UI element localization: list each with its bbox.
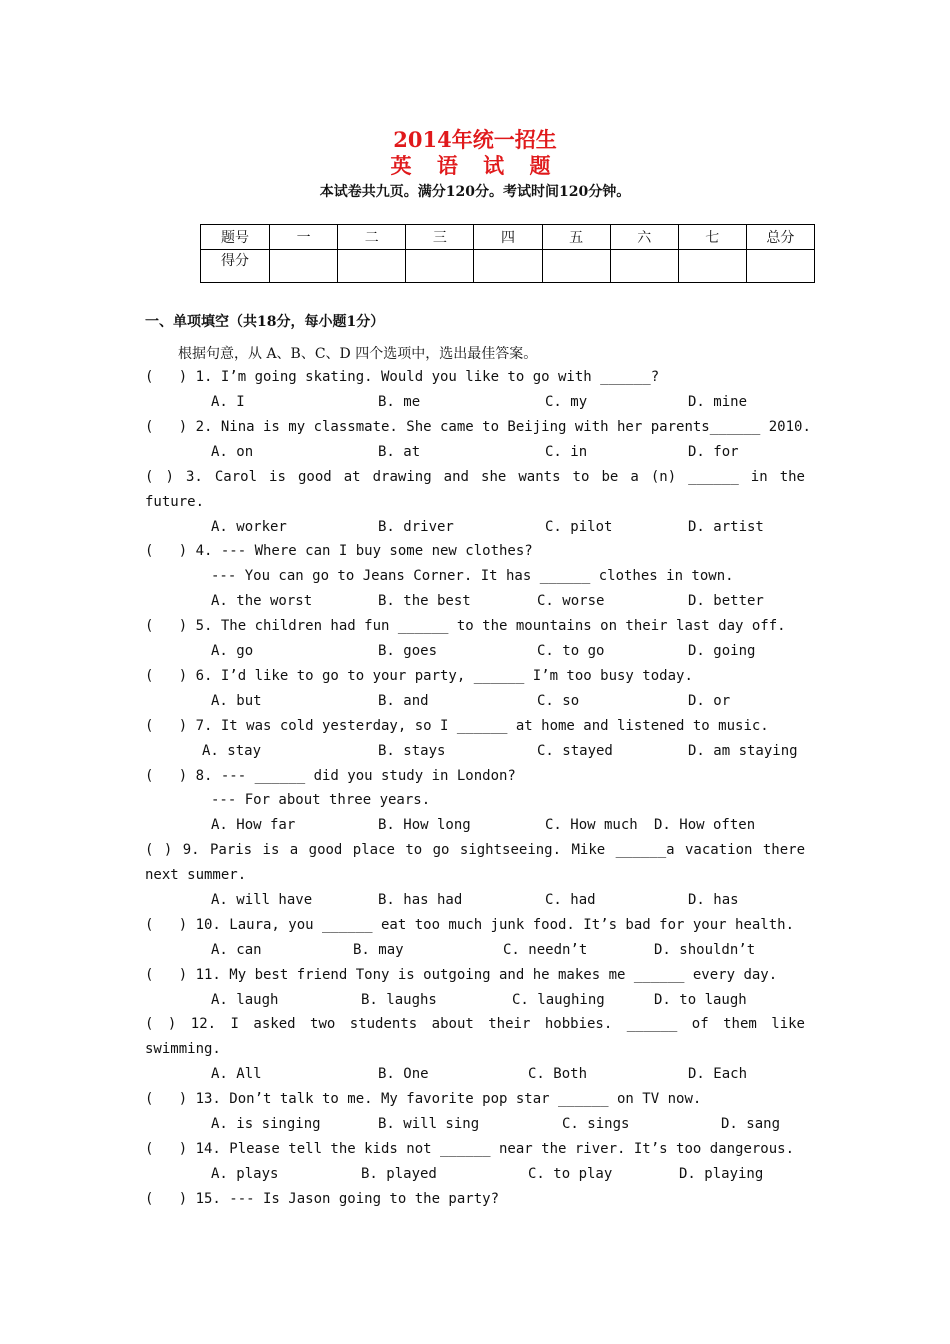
option-c: C. to go (537, 643, 605, 659)
option-a: A. All (211, 1066, 262, 1082)
question-9: ( ) 9. Paris is a good place to go sightseeing. Mike ______a vacation there (145, 842, 805, 858)
option-d: D. has (688, 892, 739, 908)
option-c: C. sings (562, 1116, 630, 1132)
option-a: A. laugh (211, 992, 279, 1008)
section-heading: 一、单项填空（共18分，每小题1分） (145, 314, 385, 330)
option-d: D. How often (654, 817, 756, 833)
option-d: D. or (688, 693, 731, 709)
header-cell: 七 (678, 225, 746, 250)
option-a: A. I (211, 394, 245, 410)
option-c: C. in (545, 444, 588, 460)
option-a: A. can (211, 942, 262, 958)
option-c: C. so (537, 693, 580, 709)
score-cell (406, 250, 474, 283)
option-b: B. at (378, 444, 421, 460)
option-c: C. to play (528, 1166, 613, 1182)
question-1: ( ) 1. I’m going skating. Would you like to go with ______? (145, 369, 660, 385)
option-c: C. Both (528, 1066, 588, 1082)
option-d: D. mine (688, 394, 748, 410)
option-d: D. playing (679, 1166, 764, 1182)
option-b: B. How long (378, 817, 471, 833)
question-3-continued: future. (145, 494, 205, 510)
header-cell: 题号 (201, 225, 270, 250)
header-cell: 一 (270, 225, 338, 250)
header-cell: 总分 (746, 225, 814, 250)
option-d: D. artist (688, 519, 764, 535)
question-5: ( ) 5. The children had fun ______ to the mountains on their last day off. (145, 618, 786, 634)
question-8-continued: --- For about three years. (211, 792, 431, 808)
option-d: D. Each (688, 1066, 748, 1082)
option-c: C. How much (545, 817, 638, 833)
option-c: C. needn’t (503, 942, 588, 958)
question-2: ( ) 2. Nina is my classmate. She came to Beijing with her parents______ 2010. (145, 419, 811, 435)
option-a: A. the worst (211, 593, 313, 609)
question-10: ( ) 10. Laura, you ______ eat too much junk food. It’s bad for your health. (145, 917, 795, 933)
option-a: A. but (211, 693, 262, 709)
header-cell: 二 (338, 225, 406, 250)
option-a: A. go (211, 643, 254, 659)
question-12-continued: swimming. (145, 1041, 221, 1057)
exam-year-title: 2014年统一招生 (393, 127, 557, 152)
question-4: ( ) 4. --- Where can I buy some new clothes? (145, 543, 533, 559)
score-cell (746, 250, 814, 283)
option-b: B. stays (378, 743, 446, 759)
question-4-continued: --- You can go to Jeans Corner. It has ______ clothes in town. (211, 568, 734, 584)
option-c: C. worse (537, 593, 605, 609)
option-b: B. has had (378, 892, 463, 908)
option-b: B. laughs (361, 992, 437, 1008)
header-cell: 三 (406, 225, 474, 250)
score-cell (610, 250, 678, 283)
score-cell (474, 250, 542, 283)
option-d: D. going (688, 643, 756, 659)
score-table-row (201, 250, 815, 283)
option-c: C. my (545, 394, 588, 410)
option-a: A. plays (211, 1166, 279, 1182)
option-d: D. sang (721, 1116, 781, 1132)
question-12: ( ) 12. I asked two students about their hobbies. ______ of them like (145, 1016, 805, 1032)
option-b: B. the best (378, 593, 471, 609)
question-3: ( ) 3. Carol is good at drawing and she wants to be a (n) ______ in the (145, 469, 805, 485)
question-7: ( ) 7. It was cold yesterday, so I ______ at home and listened to music. (145, 718, 769, 734)
question-6: ( ) 6. I’d like to go to your party, ______ I’m too busy today. (145, 668, 693, 684)
option-a: A. is singing (211, 1116, 321, 1132)
option-d: D. better (688, 593, 764, 609)
option-b: B. played (361, 1166, 437, 1182)
exam-subject-title: 英 语 试 题 (390, 153, 560, 178)
row-label: 得分 (201, 250, 270, 283)
question-9-continued: next summer. (145, 867, 247, 883)
option-c: C. stayed (537, 743, 613, 759)
option-b: B. and (378, 693, 429, 709)
option-b: B. me (378, 394, 421, 410)
question-11: ( ) 11. My best friend Tony is outgoing and he makes me ______ every day. (145, 967, 778, 983)
score-cell (338, 250, 406, 283)
option-b: B. One (378, 1066, 429, 1082)
option-a: A. How far (211, 817, 296, 833)
question-14: ( ) 14. Please tell the kids not ______ near the river. It’s too dangerous. (145, 1141, 795, 1157)
exam-note: 本试卷共九页。满分120分。考试时间120分钟。 (319, 184, 631, 200)
option-a: A. will have (211, 892, 313, 908)
option-d: D. for (688, 444, 739, 460)
question-15: ( ) 15. --- Is Jason going to the party? (145, 1191, 500, 1207)
option-a: A. worker (211, 519, 287, 535)
option-b: B. driver (378, 519, 454, 535)
option-b: B. will sing (378, 1116, 480, 1132)
option-c: C. had (545, 892, 596, 908)
option-c: C. laughing (512, 992, 605, 1008)
score-table-header-row (201, 225, 815, 250)
option-a: A. on (211, 444, 254, 460)
option-b: B. may (353, 942, 404, 958)
option-c: C. pilot (545, 519, 613, 535)
option-d: D. shouldn’t (654, 942, 756, 958)
option-d: D. am staying (688, 743, 798, 759)
question-8: ( ) 8. --- ______ did you study in London? (145, 768, 516, 784)
score-cell (678, 250, 746, 283)
header-cell: 六 (610, 225, 678, 250)
section-instruction: 根据句意，从 A、B、C、D 四个选项中，选出最佳答案。 (178, 346, 538, 362)
option-a: A. stay (202, 743, 262, 759)
header-cell: 五 (542, 225, 610, 250)
score-cell (542, 250, 610, 283)
option-b: B. goes (378, 643, 438, 659)
score-table (200, 224, 815, 283)
option-d: D. to laugh (654, 992, 747, 1008)
question-13: ( ) 13. Don’t talk to me. My favorite pop star ______ on TV now. (145, 1091, 702, 1107)
score-cell (270, 250, 338, 283)
header-cell: 四 (474, 225, 542, 250)
